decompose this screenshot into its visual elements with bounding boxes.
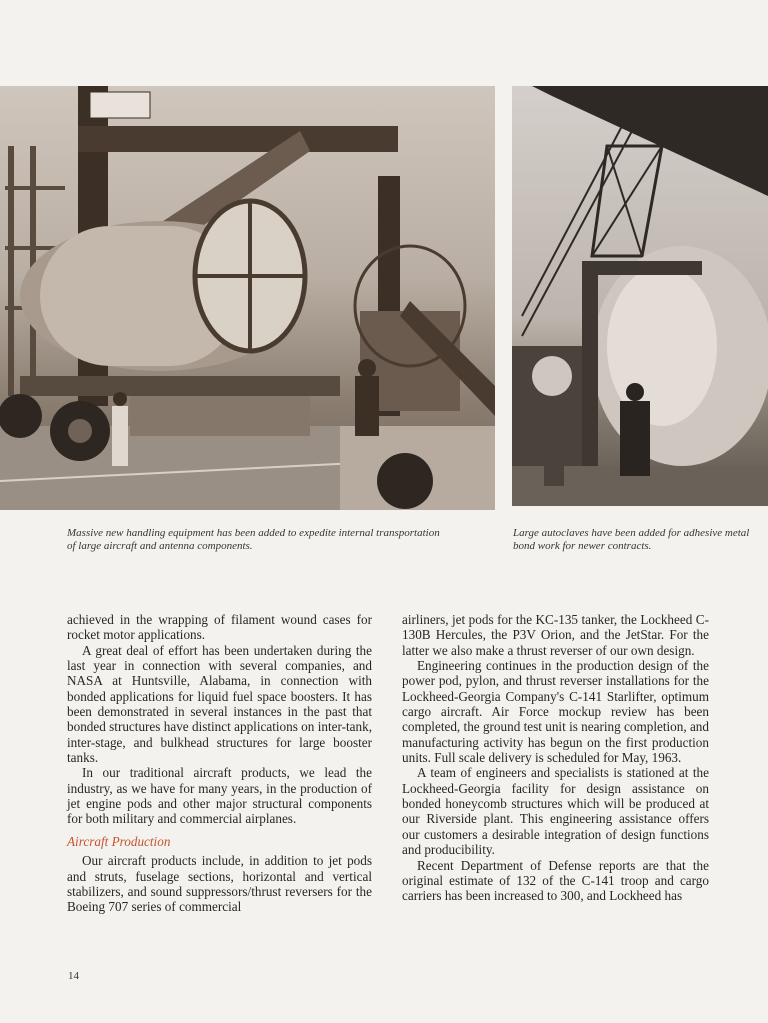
autoclave-illustration xyxy=(512,86,768,506)
right-column xyxy=(402,612,709,904)
photo-handling-equipment xyxy=(0,86,495,510)
caption-handling-equipment: Massive new handling equipment has been added to expedite internal transportation of large aircraft and antenna components. xyxy=(67,527,440,552)
right-paragraph: Engineering continues in the production design of the power pod, pylon, and thrust reverser installations for the Lockheed-Georgia Company's C-141 Starlifter, optimum cargo aircraft. Air Force mockup review has been completed, the ground test unit is nearing completion, and manufacturing activity has begun on the first production units. Full scale delivery is scheduled for May, 1963. xyxy=(402,658,709,766)
page-number: 14 xyxy=(68,970,79,982)
left-paragraph: Our aircraft products include, in addition to jet pods and struts, fuselage sections, horizontal and vertical stabilizers, and sound suppressors/thrust reversers for the Boeing 707 series of commercial xyxy=(67,853,372,915)
right-paragraph: Recent Department of Defense reports are that the original estimate of 132 of the C-141 troop and cargo carriers has been increased to 300, and Lockheed has xyxy=(402,857,709,904)
caption-autoclave: Large autoclaves have been added for adhesive metal bond work for newer contracts. xyxy=(513,527,750,552)
photo-autoclave xyxy=(512,86,768,506)
left-column xyxy=(67,612,372,915)
right-paragraph: A team of engineers and specialists is stationed at the Lockheed-Georgia facility for design assistance on bonded honeycomb structures which will be produced at our Riverside plant. This engineering assistance offers our customers a desirable integration of design functions and producibility. xyxy=(402,765,709,858)
right-paragraph: airliners, jet pods for the KC-135 tanker, the Lockheed C-130B Hercules, the P3V Orion, and the JetStar. For the latter we also make a thrust reverser of our own design. xyxy=(402,612,709,658)
left-paragraph: achieved in the wrapping of filament wound cases for rocket motor applications. xyxy=(67,612,372,643)
left-paragraph: In our traditional aircraft products, we lead the industry, as we have for many years, in the production of jet engine pods and other major structural components for both military and commercial airplanes. xyxy=(67,765,372,827)
handling-equipment-illustration xyxy=(0,86,495,510)
section-heading-aircraft-production: Aircraft Production xyxy=(67,833,171,849)
left-paragraph: A great deal of effort has been undertaken during the last year in connection with several companies, and NASA at Huntsville, Alabama, in connection with bonded applications for liquid fuel space boosters. It has been demonstrated in several instances in the past that bonded structures have distinct applications on inter-tank, inter-stage, and bulkhead structures for large booster tanks. xyxy=(67,642,372,766)
